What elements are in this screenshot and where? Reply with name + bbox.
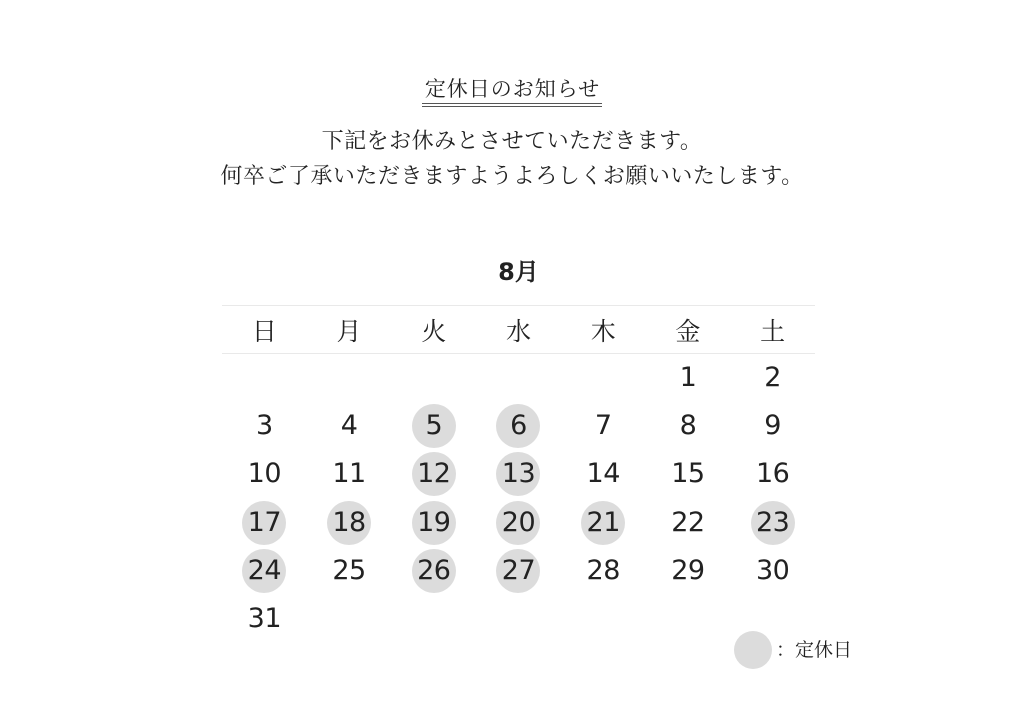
weekday-label: 月 [336,316,362,346]
day-cell [391,450,476,498]
day-cell [391,499,476,547]
empty-day-cell [476,354,561,402]
date-number: 10 [247,458,282,490]
day-cell [730,450,815,498]
day-cell [307,547,392,595]
holiday-date-number: 19 [412,501,456,545]
weekday-label: 水 [505,316,531,346]
holiday-date-number: 18 [327,501,371,545]
weekday-label: 火 [421,316,447,346]
month-label: 8月 [498,258,539,286]
notice-title: 定休日のお知らせ [422,76,602,107]
empty-day-cell [561,354,646,402]
calendar [222,305,815,643]
date-number: 3 [256,410,273,442]
date-number: 29 [671,554,705,586]
legend [734,631,852,669]
day-cell [561,547,646,595]
holiday-date-number: 23 [751,501,795,545]
day-cell [476,547,561,595]
date-number: 4 [340,410,358,442]
date-number: 1 [679,362,697,394]
holiday-date-number: 5 [412,404,456,448]
notice-message [0,124,1024,194]
date-number: 9 [764,410,781,442]
empty-day-cell [391,595,476,643]
day-cell [646,499,731,547]
day-cell [561,499,646,547]
date-number: 25 [332,554,366,586]
empty-day-cell [222,354,307,402]
notice-header [0,76,1024,107]
day-cell [391,402,476,450]
calendar-grid [222,354,815,643]
date-number: 15 [671,458,705,490]
date-number: 14 [586,458,620,490]
date-number: 11 [332,458,366,490]
day-cell [646,354,731,402]
date-number: 7 [594,410,612,442]
date-number: 31 [247,603,282,635]
day-cell [730,547,815,595]
date-number: 28 [586,554,620,586]
day-cell [476,402,561,450]
day-cell [646,547,731,595]
day-cell [561,450,646,498]
empty-day-cell [646,595,731,643]
day-cell [307,402,392,450]
day-cell [646,402,731,450]
day-cell [222,499,307,547]
notice-line-1: 下記をお休みとさせていただきます。 [321,129,703,154]
holiday-date-number: 6 [496,404,540,448]
day-cell [476,499,561,547]
date-number: 16 [755,458,790,490]
holiday-date-number: 21 [581,501,625,545]
holiday-date-number: 20 [496,501,540,545]
day-cell [646,450,731,498]
day-cell [730,499,815,547]
day-cell [476,450,561,498]
empty-day-cell [476,595,561,643]
holiday-date-number: 17 [242,501,286,545]
empty-day-cell [307,595,392,643]
day-cell [730,354,815,402]
weekday-label: 金 [675,316,701,346]
day-cell [222,547,307,595]
day-cell [307,450,392,498]
notice-line-2: 何卒ご了承いただきますようよろしくお願いいたします。 [220,164,804,189]
date-number: 30 [755,554,790,586]
holiday-date-number: 24 [242,549,286,593]
date-number: 2 [764,362,781,394]
day-cell [730,402,815,450]
holiday-date-number: 27 [496,549,540,593]
holiday-date-number: 26 [412,549,456,593]
empty-day-cell [391,354,476,402]
day-cell [391,547,476,595]
weekday-label: 日 [251,316,277,346]
holiday-marker-swatch [734,631,772,669]
date-number: 22 [671,506,705,538]
empty-day-cell [561,595,646,643]
day-cell [307,499,392,547]
date-number: 8 [679,410,697,442]
weekday-label: 木 [590,316,616,346]
day-cell [222,450,307,498]
legend-label: ：定休日 [776,639,853,661]
weekday-label: 土 [760,316,786,346]
weekday-header-row [222,305,815,354]
holiday-date-number: 13 [496,452,540,496]
day-cell [561,402,646,450]
holiday-date-number: 12 [412,452,456,496]
day-cell [222,595,307,643]
day-cell [222,402,307,450]
empty-day-cell [307,354,392,402]
